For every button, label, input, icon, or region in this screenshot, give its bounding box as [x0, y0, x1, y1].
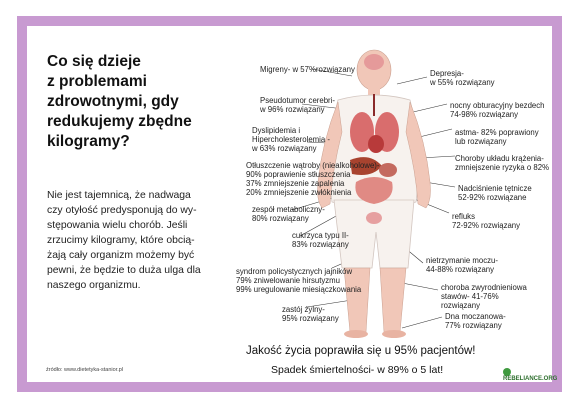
label-reflux: refluks 72-92% rozwiązany: [452, 212, 521, 230]
label-pcos: syndrom policystycznych jajników 79% zniwelowanie hirsutyzmu 99% uregulowanie miesiączkowania: [236, 267, 362, 294]
label-hypertension: Nadciśnienie tętnicze 52-92% rozwiązane: [458, 184, 532, 202]
health-infographic: [212, 32, 558, 382]
mortality-statement: Spadek śmiertelności- w 89% o 5 lat!: [271, 364, 444, 376]
label-dyslipidemia: Dyslipidemia i Hipercholesterolemia - w 63% rozwiązany: [252, 126, 330, 153]
label-metabolic-syndrome: zespół metaboliczny- 80% rozwiązany: [252, 205, 325, 223]
label-osteoarthritis: choroba zwyrodnieniowa stawów- 41-76% rozwiązany: [441, 283, 527, 310]
label-asthma: astma- 82% poprawiony lub rozwiązany: [455, 128, 539, 146]
label-incontinence: nietrzymanie moczu- 44-88% rozwiązany: [426, 256, 498, 274]
card-body-text: Nie jest tajemnicą, że nadwaga czy otyłość predysponują do wy- stępowania wielu chorób. Jeśli zrzucimy kilogramy, które obcią- żają cały organizm możemy być pewni, że będzie to duża ulga dla naszego organizmu.: [47, 190, 201, 291]
label-gout: Dna moczanowa- 77% rozwiązany: [445, 312, 506, 330]
rebeliance-logo: REBELIANCE.ORG: [503, 368, 557, 382]
quality-of-life-statement: Jakość życia poprawiła się u 95% pacjentów!: [246, 345, 476, 357]
label-pseudotumor: Pseudotumor cerebri- w 96% rozwiązany: [260, 96, 335, 114]
heart-shape: [368, 135, 384, 153]
card: [27, 26, 558, 382]
label-venous-stasis: zastój żylny- 95% rozwiązany: [282, 305, 339, 323]
card-frame: [17, 16, 562, 392]
label-migraine: Migreny- w 57%rozwiązany: [260, 65, 355, 74]
source-note: źródło: www.dietetyka-stanior.pl: [46, 367, 124, 373]
label-cardiovascular: Choroby układu krążenia- zmniejszenie ryzyka o 82%: [455, 154, 550, 172]
label-fatty-liver: Otłuszczenie wątroby (niealkoholowe)- 90% poprawienie stłuszczenia 37% zmniejszenie zapalenia 20% zmniejszenie zwłóknienia: [246, 161, 380, 197]
label-diabetes: cukrzyca typu II- 83% rozwiązany: [292, 231, 349, 249]
logo-icon: [503, 368, 511, 376]
brain-shape: [364, 54, 384, 70]
bladder-shape: [366, 212, 382, 224]
label-depression: Depresja- w 55% rozwiązany: [430, 69, 495, 87]
card-title: Co się dzieje z problemami zdrowotnymi, gdy redukujemy zbędne kilogramy?: [47, 53, 192, 150]
label-sleep-apnea: nocny obturacyjny bezdech 74-98% rozwiązany: [450, 101, 545, 119]
stomach-shape: [379, 163, 397, 177]
